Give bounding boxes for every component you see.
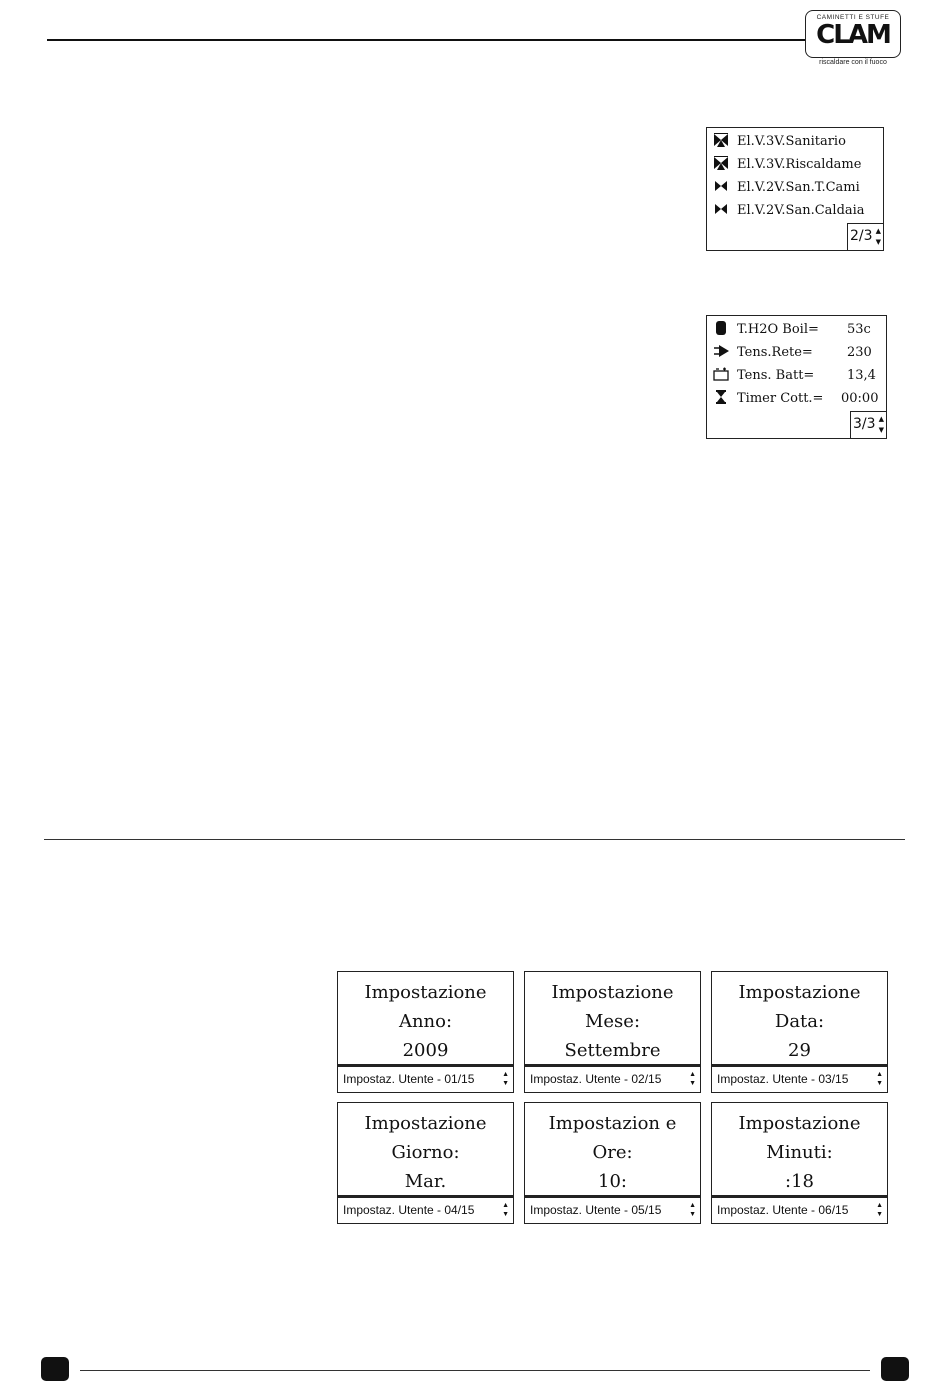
card-title: Impostazione bbox=[738, 1113, 861, 1134]
status-label: Timer Cott.= bbox=[737, 391, 824, 406]
arrow-updown-icon bbox=[502, 1201, 509, 1219]
card-title: Impostazion e bbox=[548, 1113, 677, 1134]
hourglass-icon bbox=[713, 390, 729, 404]
arrow-down-icon: ▼ bbox=[876, 1211, 883, 1218]
arrow-up-icon: ▲ bbox=[878, 415, 884, 423]
footer-rule bbox=[80, 1370, 870, 1371]
card-field: Anno: bbox=[398, 1011, 453, 1032]
card-value: 29 bbox=[788, 1040, 811, 1061]
list-item bbox=[713, 178, 860, 198]
arrow-up-icon: ▲ bbox=[876, 1202, 883, 1209]
status-value: 00:00 bbox=[841, 391, 879, 406]
arrow-down-icon: ▼ bbox=[689, 1080, 696, 1087]
card-field: Minuti: bbox=[766, 1142, 833, 1163]
arrow-down-icon: ▼ bbox=[689, 1211, 696, 1218]
status-label: Tens.Rete= bbox=[737, 345, 813, 360]
settings-card-giorno bbox=[337, 1102, 514, 1224]
page-indicator bbox=[850, 411, 886, 438]
card-footer bbox=[338, 1064, 513, 1092]
page-indicator bbox=[847, 223, 883, 250]
card-footer-text: Impostaz. Utente - 02/15 bbox=[530, 1072, 662, 1086]
arrow-up-icon: ▲ bbox=[876, 1071, 883, 1078]
three-way-valve-icon bbox=[713, 133, 729, 147]
card-footer-text: Impostaz. Utente - 01/15 bbox=[343, 1072, 475, 1086]
arrow-down-icon: ▼ bbox=[875, 238, 881, 246]
card-footer bbox=[525, 1064, 700, 1092]
list-item bbox=[713, 366, 876, 386]
three-way-valve-icon bbox=[713, 156, 729, 170]
card-value: Mar. bbox=[404, 1171, 447, 1192]
logo-top-text: CAMINETTI E STUFE bbox=[816, 14, 890, 21]
status-value: 53c bbox=[847, 322, 871, 337]
card-footer-text: Impostaz. Utente - 03/15 bbox=[717, 1072, 849, 1086]
arrow-down-icon: ▼ bbox=[502, 1211, 509, 1218]
card-title: Impostazione bbox=[738, 982, 861, 1003]
card-field: Ore: bbox=[592, 1142, 633, 1163]
section-divider bbox=[44, 839, 905, 840]
status-value: 13,4 bbox=[847, 368, 876, 383]
list-item bbox=[713, 320, 871, 340]
card-title: Impostazione bbox=[364, 982, 487, 1003]
arrow-down-icon: ▼ bbox=[876, 1080, 883, 1087]
arrow-down-icon: ▼ bbox=[502, 1080, 509, 1087]
status-label: Tens. Batt= bbox=[737, 368, 815, 383]
settings-card-ore bbox=[524, 1102, 701, 1224]
list-item bbox=[713, 343, 872, 363]
status-value: 230 bbox=[847, 345, 872, 360]
card-field: Giorno: bbox=[391, 1142, 460, 1163]
card-footer-text: Impostaz. Utente - 04/15 bbox=[343, 1203, 475, 1217]
valve-label: El.V.2V.San.Caldaia bbox=[737, 203, 865, 218]
card-field: Data: bbox=[774, 1011, 825, 1032]
card-value: 10: bbox=[598, 1171, 627, 1192]
arrow-up-icon: ▲ bbox=[502, 1071, 509, 1078]
arrow-updown-icon bbox=[689, 1201, 696, 1219]
logo-brand-text: CLAM bbox=[816, 20, 890, 50]
valve-label: El.V.3V.Riscaldame bbox=[737, 157, 862, 172]
card-footer bbox=[525, 1195, 700, 1223]
card-value: 2009 bbox=[402, 1040, 449, 1061]
arrow-up-icon: ▲ bbox=[875, 227, 881, 235]
card-title: Impostazione bbox=[551, 982, 674, 1003]
card-value: :18 bbox=[785, 1171, 814, 1192]
page-number: 3/3 bbox=[853, 416, 876, 432]
arrow-updown-icon bbox=[876, 1201, 883, 1219]
lcd-screen-valves bbox=[706, 127, 884, 251]
arrow-up-icon: ▲ bbox=[502, 1202, 509, 1209]
settings-card-data bbox=[711, 971, 888, 1093]
list-item bbox=[713, 201, 865, 221]
arrow-updown-icon bbox=[876, 1070, 883, 1088]
card-footer bbox=[712, 1064, 887, 1092]
card-field: Mese: bbox=[584, 1011, 641, 1032]
brand-logo bbox=[805, 10, 901, 58]
card-footer bbox=[712, 1195, 887, 1223]
arrow-down-icon: ▼ bbox=[878, 426, 884, 434]
boiler-icon bbox=[713, 321, 729, 335]
lcd-screen-status bbox=[706, 315, 887, 439]
settings-card-minuti bbox=[711, 1102, 888, 1224]
two-way-valve-icon bbox=[713, 179, 729, 193]
valve-label: El.V.2V.San.T.Cami bbox=[737, 180, 860, 195]
arrow-updown-icon bbox=[502, 1070, 509, 1088]
card-title: Impostazione bbox=[364, 1113, 487, 1134]
card-value: Settembre bbox=[564, 1040, 661, 1061]
plug-icon bbox=[713, 344, 729, 358]
two-way-valve-icon bbox=[713, 202, 729, 216]
arrow-up-icon: ▲ bbox=[689, 1071, 696, 1078]
logo-tagline: riscaldare con il fuoco bbox=[819, 59, 887, 66]
card-footer-text: Impostaz. Utente - 05/15 bbox=[530, 1203, 662, 1217]
list-item bbox=[713, 132, 846, 152]
list-item bbox=[713, 389, 879, 409]
card-footer bbox=[338, 1195, 513, 1223]
page-number-box-right bbox=[881, 1357, 909, 1381]
status-label: T.H2O Boil= bbox=[737, 322, 819, 337]
arrow-up-icon: ▲ bbox=[689, 1202, 696, 1209]
header-rule bbox=[47, 39, 809, 41]
settings-card-anno bbox=[337, 971, 514, 1093]
settings-card-mese bbox=[524, 971, 701, 1093]
valve-label: El.V.3V.Sanitario bbox=[737, 134, 846, 149]
list-item bbox=[713, 155, 861, 175]
page-number: 2/3 bbox=[850, 228, 873, 244]
page-number-box-left bbox=[41, 1357, 69, 1381]
battery-icon bbox=[713, 367, 729, 381]
arrow-updown-icon bbox=[689, 1070, 696, 1088]
card-footer-text: Impostaz. Utente - 06/15 bbox=[717, 1203, 849, 1217]
